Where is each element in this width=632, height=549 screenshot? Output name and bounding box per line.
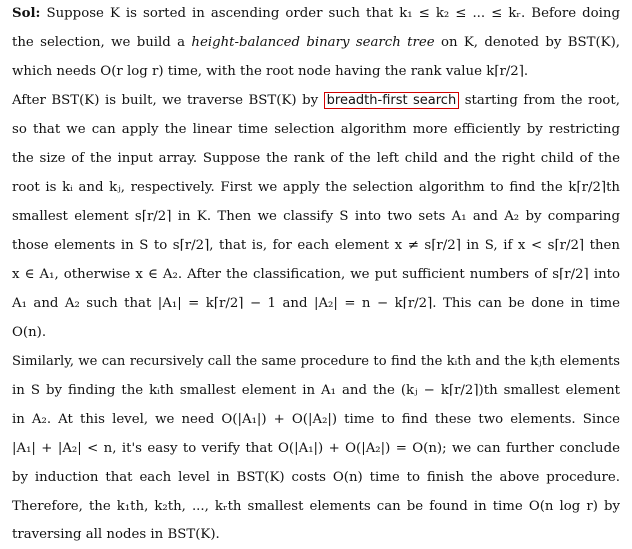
line-text: A₁ and A₂ such that |A₁| = k⌈r/2⌉ − 1 and |A₂| = n − k⌈r/2⌉. This can be done in time [12, 296, 620, 311]
text-line [12, 116, 620, 144]
line-text: by induction that each level in BST(K) costs O(n) time to finish the above procedure. [12, 470, 620, 485]
text-line [12, 87, 620, 115]
line-text: Suppose K is sorted in ascending order such that k₁ ≤ k₂ ≤ ... ≤ kᵣ. Before doing [46, 6, 620, 21]
text-line [12, 521, 620, 549]
line-text: Therefore, the k₁th, k₂th, ..., kᵣth smallest elements can be found in time O(n log r) by [12, 499, 620, 514]
line-text: in S by finding the kᵢth smallest element in A₁ and the (kⱼ − k⌈r/2⌉)th smallest element [12, 383, 620, 398]
text-line [12, 406, 620, 434]
text-line [12, 174, 620, 202]
text-line [12, 232, 620, 260]
text-line [12, 348, 620, 376]
line-text: O(n). [12, 325, 47, 340]
text-line [12, 377, 620, 405]
text-line [12, 203, 620, 231]
text-line [12, 435, 620, 463]
line-text: traversing all nodes in BST(K). [12, 527, 220, 542]
text-line [12, 145, 620, 173]
line-text: starting from the root, [464, 93, 620, 108]
text-line [12, 0, 620, 28]
line-text: so that we can apply the linear time selection algorithm more efficiently by restricting [12, 122, 620, 137]
text-line [12, 464, 620, 492]
line-text: |A₁| + |A₂| < n, it's easy to verify that O(|A₁|) + O(|A₂|) = O(n); we can further conclude [12, 441, 620, 456]
text-line [12, 319, 620, 347]
solution-label: Sol: [12, 6, 41, 21]
highlighted-term: breadth-first search [324, 92, 460, 109]
text-line [12, 493, 620, 521]
text-line [12, 261, 620, 289]
text-line [12, 29, 620, 57]
line-text: Similarly, we can recursively call the same procedure to find the kᵢth and the kⱼth elements [12, 354, 620, 369]
line-text: After BST(K) is built, we traverse BST(K) by [12, 93, 319, 108]
line-text: the selection, we build a [12, 35, 186, 50]
line-text: smallest element s⌈r/2⌉ in K. Then we classify S into two sets A₁ and A₂ by comparing [12, 209, 620, 224]
line-text: the size of the input array. Suppose the rank of the left child and the right child of the [12, 151, 620, 166]
line-text: those elements in S to s⌈r/2⌉, that is, for each element x ≠ s⌈r/2⌉ in S, if x < s⌈r/2⌉ then [12, 238, 620, 253]
text-line [12, 290, 620, 318]
line-text: which needs O(r log r) time, with the root node having the rank value k⌈r/2⌉. [12, 64, 529, 79]
line-text: in A₂. At this level, we need O(|A₁|) + O(|A₂|) time to find these two elements. Since [12, 412, 620, 427]
line-text: x ∈ A₁, otherwise x ∈ A₂. After the classification, we put sufficient numbers of s⌈r/2⌉ into [12, 267, 620, 282]
line-text: root is kᵢ and kⱼ, respectively. First we apply the selection algorithm to find the k⌈r/2⌉th [12, 180, 620, 195]
text-line [12, 58, 620, 86]
line-text: on K, denoted by BST(K), [440, 35, 621, 50]
emphasized-term: height-balanced binary search tree [191, 35, 435, 50]
